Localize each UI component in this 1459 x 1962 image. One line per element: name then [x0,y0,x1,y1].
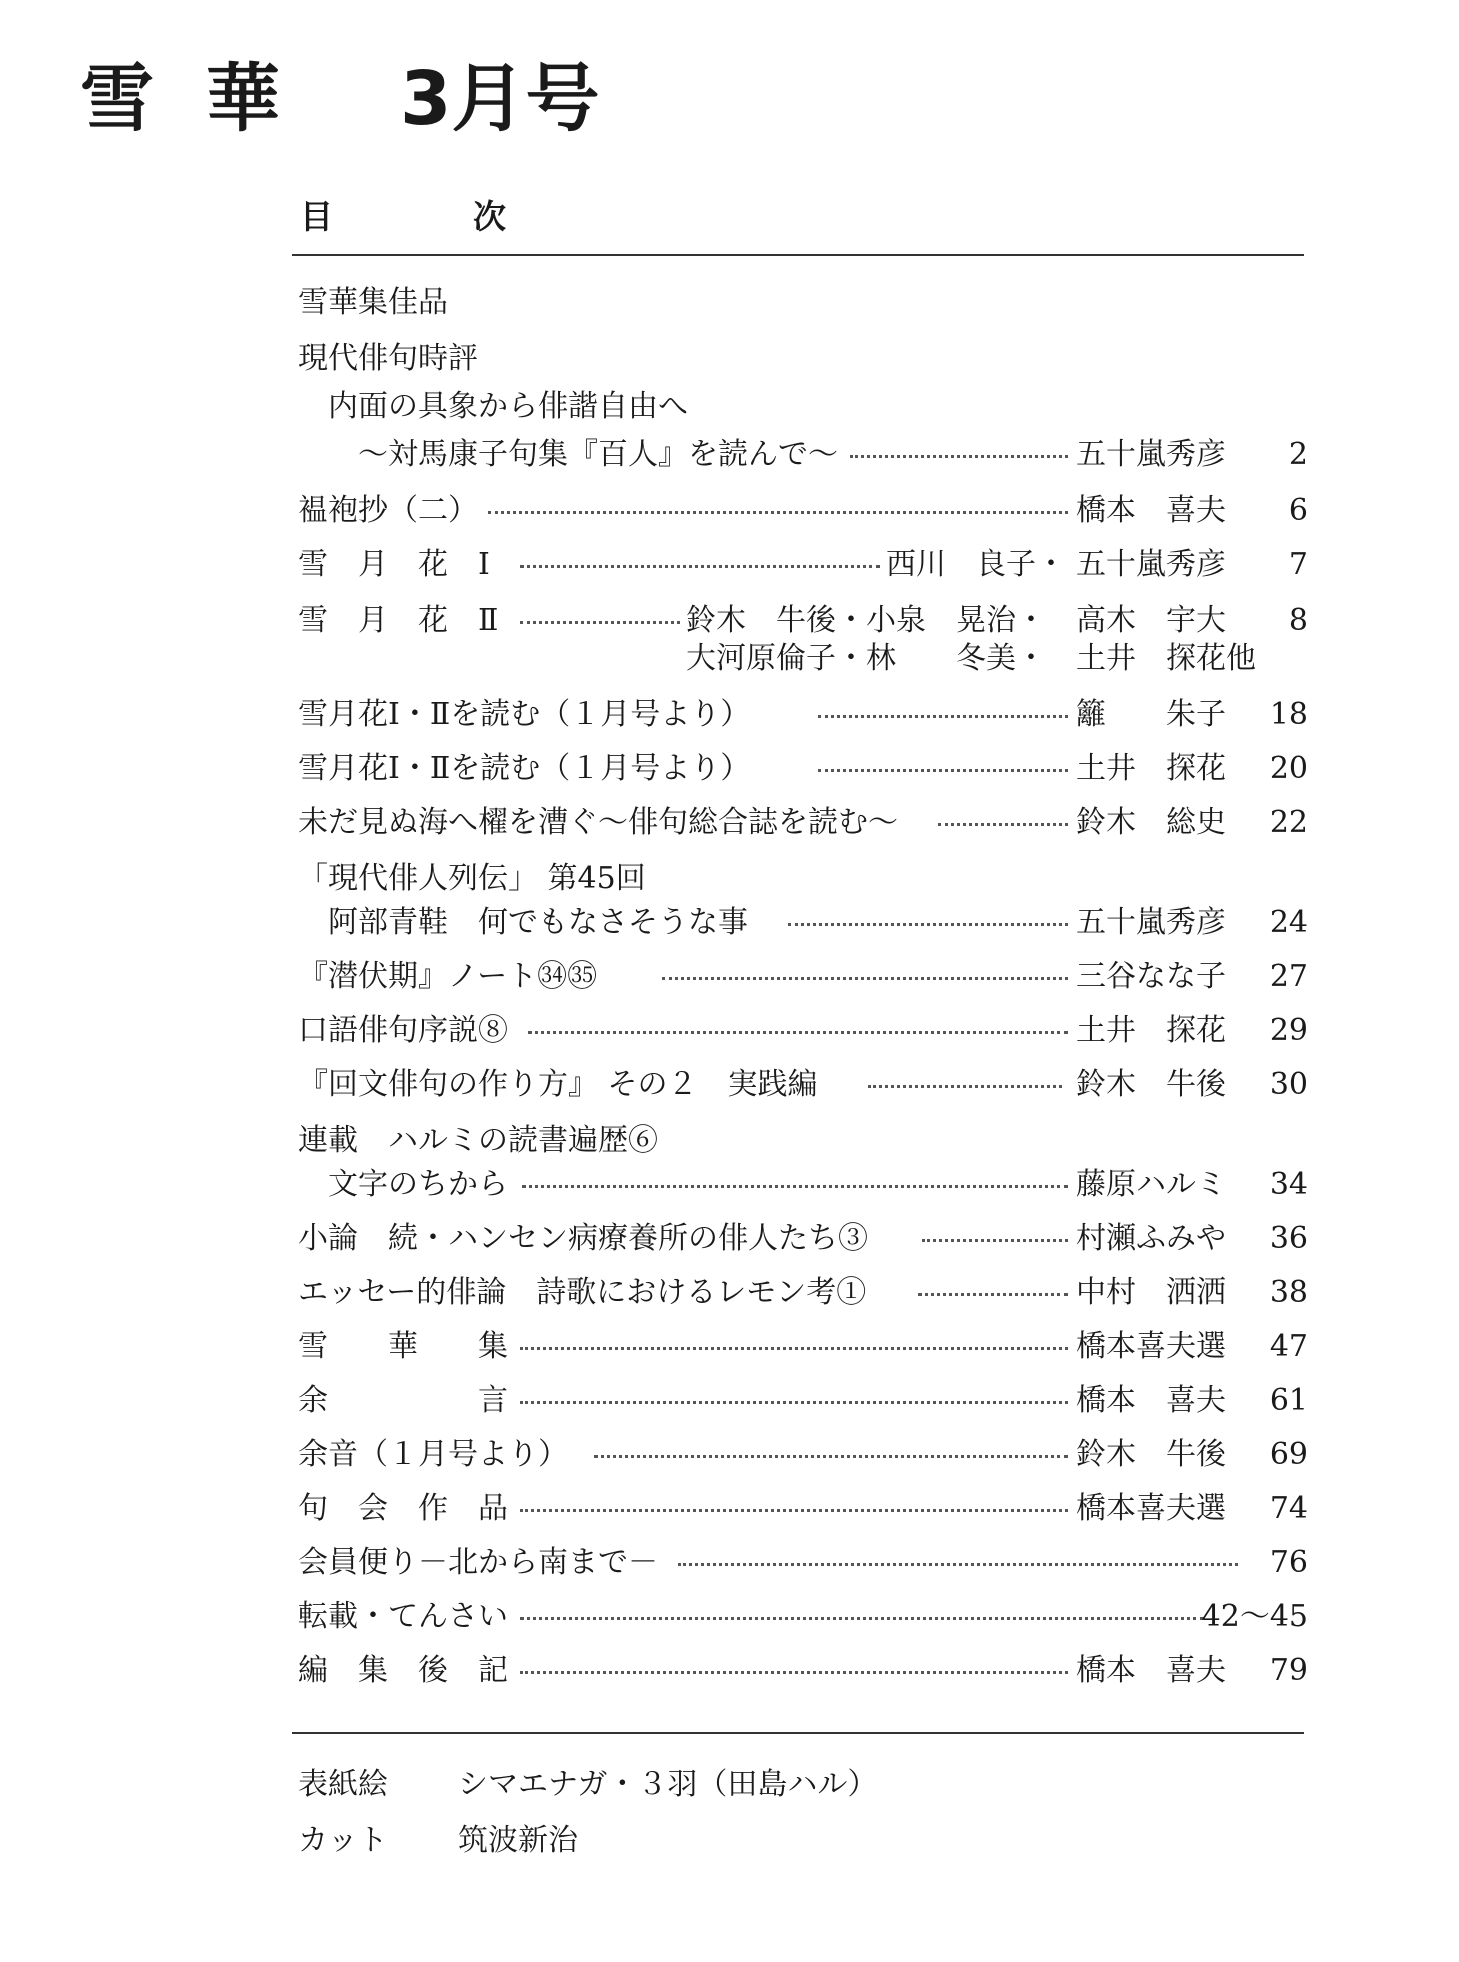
toc-entry-title: 現代俳句時評 [298,341,478,376]
cover-credit-label: 表紙絵 [298,1767,388,1802]
toc-entry-title: 口語俳句序説⑧ [298,1013,508,1048]
title-part-2: 華 [206,56,280,142]
toc-entry-author: 橋本喜夫選 [1076,1491,1226,1526]
toc-entry-title: ～対馬康子句集『百人』を読んで～ [358,437,838,472]
toc-row [298,1596,1308,1638]
toc-row [298,1120,1308,1162]
toc-row [298,1010,1308,1052]
toc-row [298,1326,1308,1368]
leader-dots [818,715,1068,718]
toc-entry-page: 69 [1269,1437,1308,1472]
toc-entry-author: 橋本 喜夫 [1076,1383,1226,1418]
toc-entry-page: 61 [1269,1383,1308,1418]
toc-row [298,1488,1308,1530]
toc-entry-author: 五十嵐秀彦 [1076,905,1226,940]
leader-dots [520,1401,1068,1404]
toc-row [298,544,1308,586]
issue-label: 3月号 [400,56,600,142]
toc-entry-author: 土井 探花他 [1076,641,1256,676]
toc-heading-char-2: 次 [473,197,506,236]
magazine-title [80,56,600,142]
toc-entry-page: 42～45 [1201,1599,1308,1634]
toc-entry-author: 鈴木 牛後 [1076,1437,1226,1472]
leader-dots [522,1185,1068,1188]
leader-dots [868,1085,1062,1088]
leader-dots [594,1455,1068,1458]
toc-entry-title: 雪 月 花 Ⅰ [298,547,490,582]
toc-entry-title: 編 集 後 記 [298,1653,508,1688]
toc-entry-title: 転載・てんさい [298,1599,508,1634]
toc-entry-author: 土井 探花 [1076,751,1226,786]
toc-entry-page: 29 [1269,1013,1308,1048]
leader-dots [520,1347,1068,1350]
bottom-divider [292,1732,1304,1734]
toc-entry-page: 79 [1269,1653,1308,1688]
leader-dots [520,1509,1068,1512]
toc-entry-title: 阿部青鞋 何でもなさそうな事 [328,905,748,940]
toc-heading [300,197,506,236]
toc-row [298,1164,1308,1206]
toc-entry-page: 6 [1288,493,1308,528]
toc-entry-title: 句 会 作 品 [298,1491,508,1526]
toc-entry-page: 30 [1269,1067,1308,1102]
toc-row [298,902,1308,944]
toc-row [298,1064,1308,1106]
toc-row [298,600,1308,642]
toc-row [298,1218,1308,1260]
toc-row [298,956,1308,998]
toc-row [298,1434,1308,1476]
toc-row [298,490,1308,532]
leader-dots [488,511,1068,514]
toc-row [298,694,1308,736]
toc-entry-author: 橋本 喜夫 [1076,493,1226,528]
cover-credit [298,1764,877,1806]
toc-entry-title: 会員便り－北から南まで－ [298,1545,658,1580]
toc-entry-page: 47 [1269,1329,1308,1364]
title-part-1: 雪 [80,56,154,142]
toc-entry-author: 鈴木 牛後・小泉 晃治・ [686,603,1046,638]
toc-entry-author: 三谷なな子 [1076,959,1226,994]
toc-entry-title: 連載 ハルミの読書遍歴⑥ [298,1123,658,1158]
toc-row [298,858,1308,900]
toc-entry-title: 未だ見ぬ海へ櫂を漕ぐ～俳句総合誌を読む～ [298,805,898,840]
toc-entry-page: 2 [1288,437,1308,472]
toc-entry-title: 雪月花Ⅰ・Ⅱを読む（１月号より） [298,751,751,786]
toc-entry-title: 雪 華 集 [298,1329,508,1364]
toc-entry-title: 褞袍抄（二） [298,493,478,528]
toc-row [298,638,1308,680]
cut-credit-value: 筑波新治 [458,1823,578,1858]
toc-entry-author: 中村 洒洒 [1076,1275,1226,1310]
toc-entry-subtitle: 内面の具象から俳諧自由へ [328,389,688,424]
toc-entry-title: 雪 月 花 Ⅱ [298,603,499,638]
toc-entry-author: 五十嵐秀彦 [1076,547,1226,582]
leader-dots [520,621,680,624]
leader-dots [818,769,1068,772]
toc-row [298,1272,1308,1314]
cover-credit-value: シマエナガ・３羽（田島ハル） [458,1767,878,1802]
toc-entry-page: 76 [1269,1545,1308,1580]
top-divider [292,254,1304,256]
toc-entry-author: 土井 探花 [1076,1013,1226,1048]
toc-row [298,386,1308,428]
toc-entry-page: 20 [1269,751,1308,786]
toc-entry-title: 「現代俳人列伝」 第45回 [298,861,646,896]
leader-dots [520,1671,1068,1674]
leader-dots [520,565,880,568]
leader-dots [922,1239,1068,1242]
toc-entry-page: 18 [1269,697,1308,732]
toc-heading-char-1: 目 [300,197,333,236]
toc-entry-author: 五十嵐秀彦 [1076,437,1226,472]
toc-entry-title: 雪月花Ⅰ・Ⅱを読む（１月号より） [298,697,751,732]
toc-entry-author: 橋本 喜夫 [1076,1653,1226,1688]
toc-entry-title: 小論 続・ハンセン病療養所の俳人たち③ [298,1221,868,1256]
leader-dots [918,1293,1068,1296]
toc-entry-page: 8 [1288,603,1308,638]
toc-entry-title: 『回文俳句の作り方』 その２ 実践編 [298,1067,818,1102]
toc-entry-page: 7 [1288,547,1308,582]
toc-row [298,1542,1308,1584]
toc-entry-author: 鈴木 総史 [1076,805,1226,840]
toc-entry-title: 余音（１月号より） [298,1437,568,1472]
toc-entry-title: 文字のちから [328,1167,508,1202]
toc-row [298,434,1308,476]
toc-entry-page: 74 [1269,1491,1308,1526]
toc-entry-page: 27 [1269,959,1308,994]
toc-entry-author: 藤原ハルミ [1076,1167,1226,1202]
toc-entry-title: 余 言 [298,1383,508,1418]
toc-row [298,338,1308,380]
toc-entry-title: エッセー的俳論 詩歌におけるレモン考① [298,1275,867,1310]
toc-row [298,282,1308,324]
cut-credit-label: カット [298,1823,388,1858]
leader-dots [678,1563,1238,1566]
toc-entry-page: 34 [1269,1167,1308,1202]
toc-row [298,1650,1308,1692]
cut-credit [298,1820,578,1862]
toc-entry-title: 雪華集佳品 [298,285,448,320]
leader-dots [788,923,1068,926]
leader-dots [850,455,1068,458]
leader-dots [662,977,1068,980]
toc-entry-author: 村瀬ふみや [1076,1221,1226,1256]
toc-entry-page: 36 [1269,1221,1308,1256]
leader-dots [938,823,1068,826]
toc-entry-title: 『潜伏期』ノート㉞㉟ [298,959,598,994]
toc-row [298,748,1308,790]
leader-dots [528,1031,1068,1034]
toc-row [298,1380,1308,1422]
leader-dots [520,1617,1204,1620]
toc-entry-author: 籬 朱子 [1076,697,1226,732]
toc-entry-page: 38 [1269,1275,1308,1310]
toc-entry-author: 大河原倫子・林 冬美・ [686,641,1046,676]
toc-entry-author: 橋本喜夫選 [1076,1329,1226,1364]
toc-entry-author: 高木 宇大 [1076,603,1226,638]
toc-row [298,802,1308,844]
toc-entry-author: 西川 良子・ [886,547,1066,582]
toc-entry-page: 22 [1269,805,1308,840]
toc-entry-page: 24 [1269,905,1308,940]
toc-entry-author: 鈴木 牛後 [1076,1067,1226,1102]
